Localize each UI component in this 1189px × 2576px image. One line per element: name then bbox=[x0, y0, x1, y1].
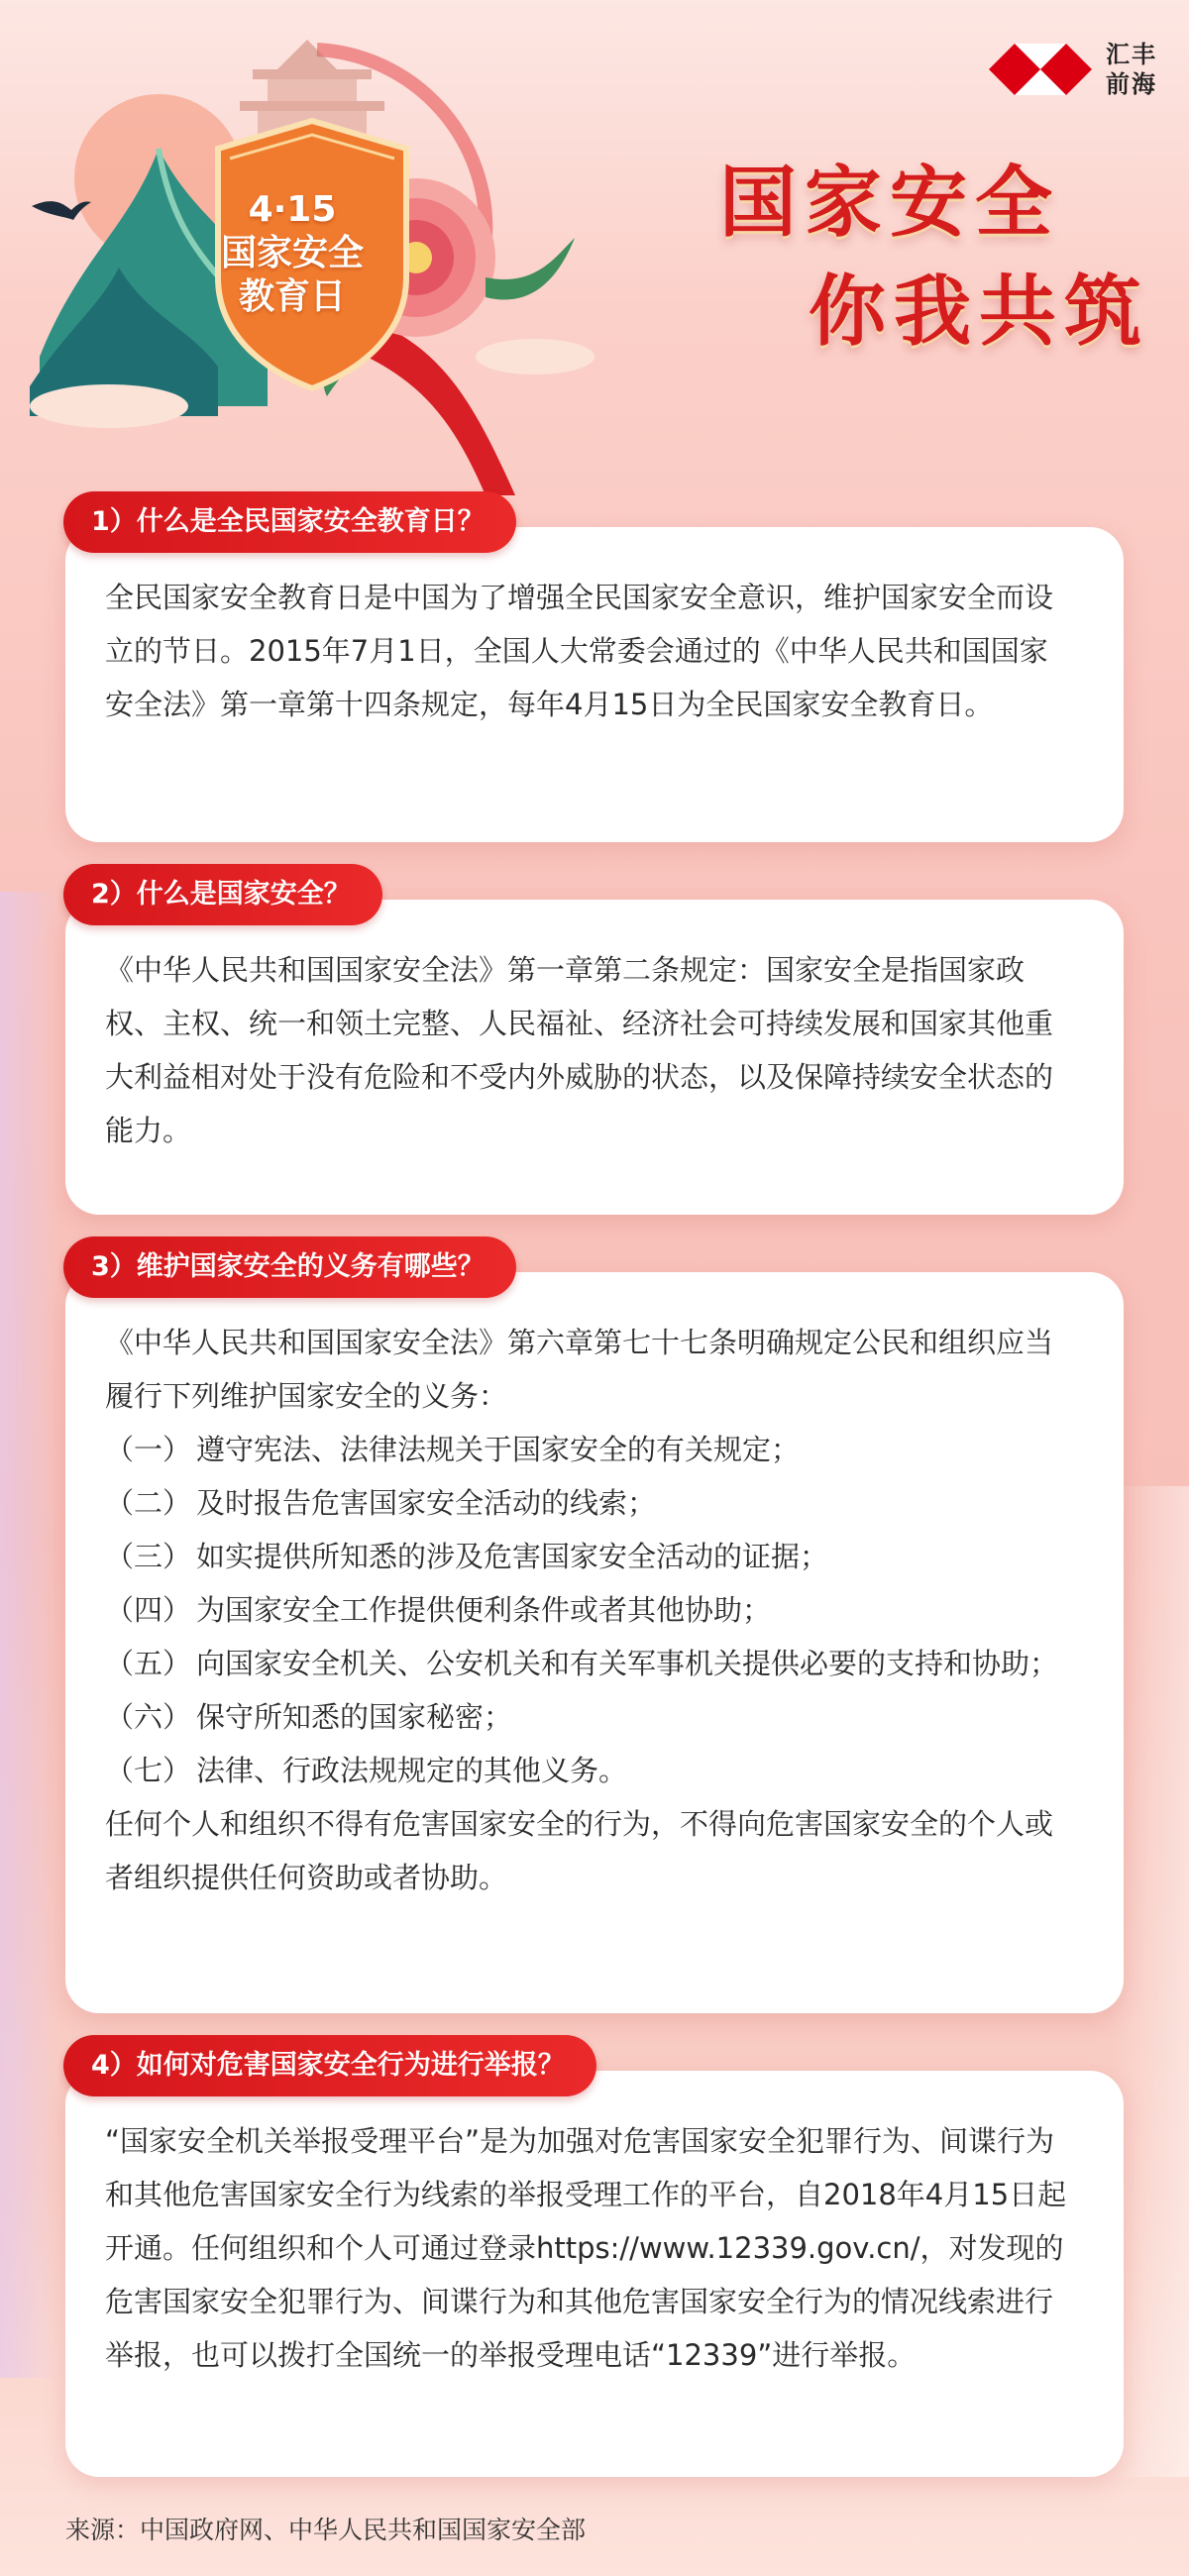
duty-list-item bbox=[105, 1637, 1074, 1690]
background-glow-left bbox=[0, 892, 59, 2378]
duty-number: （三） bbox=[105, 1540, 192, 1573]
hero-banner bbox=[0, 0, 1189, 515]
duty-text: 遵守宪法、法律法规关于国家安全的有关规定； bbox=[196, 1433, 801, 1466]
section-heading-1: 1）什么是全民国家安全教育日？ bbox=[63, 491, 516, 553]
section-paragraph: “国家安全机关举报受理平台”是为加强对危害国家安全犯罪行为、间谍行为和其他危害国家安全行为线索的举报受理工作的平台，自2018年4月15日起开通。任何组织和个人可通过登录https://www.12339.gov.cn/，对发现的危害国家安全犯罪行为、间谍行为和其他危害国家安全行为的情况线索进行举报，也可以拨打全国统一的举报受理电话“12339”进行举报。 bbox=[105, 2124, 1067, 2372]
duty-number: （六） bbox=[105, 1700, 192, 1734]
section-heading-2: 2）什么是国家安全？ bbox=[63, 864, 382, 925]
section-intro: 《中华人民共和国国家安全法》第六章第七十七条明确规定公民和组织应当履行下列维护国家安全的义务： bbox=[105, 1326, 1054, 1413]
duty-number: （二） bbox=[105, 1486, 192, 1520]
source-note: 来源：中国政府网、中华人民共和国国家安全部 bbox=[65, 2516, 587, 2544]
section-body-4 bbox=[65, 2071, 1124, 2382]
section-outro: 任何个人和组织不得有危害国家安全的行为，不得向危害国家安全的个人或者组织提供任何资助或者协助。 bbox=[105, 1807, 1054, 1894]
duty-text: 保守所知悉的国家秘密； bbox=[196, 1700, 513, 1734]
badge-date: 4·15 bbox=[248, 189, 337, 230]
brand-logo bbox=[989, 40, 1157, 99]
duty-number: （一） bbox=[105, 1433, 192, 1466]
section-paragraph: 《中华人民共和国国家安全法》第一章第二条规定：国家安全是指国家政权、主权、统一和领土完整、人民福祉、经济社会可持续发展和国家其他重大利益相对处于没有危险和不受内外威胁的状态，以及保障持续安全状态的能力。 bbox=[105, 953, 1054, 1147]
badge-text bbox=[198, 188, 386, 319]
section-card-1 bbox=[65, 506, 1124, 842]
duty-number: （七） bbox=[105, 1754, 192, 1787]
duty-text: 法律、行政法规规定的其他义务。 bbox=[196, 1754, 628, 1787]
cloud-shape bbox=[30, 384, 188, 428]
duty-text: 如实提供所知悉的涉及危害国家安全活动的证据； bbox=[196, 1540, 829, 1573]
duty-text: 向国家安全机关、公安机关和有关军事机关提供必要的支持和协助； bbox=[196, 1647, 1059, 1680]
page-title bbox=[634, 149, 1149, 367]
section-paragraph: 全民国家安全教育日是中国为了增强全民国家安全意识，维护国家安全而设立的节日。2015年7月1日，全国人大常委会通过的《中华人民共和国国家安全法》第一章第十四条规定，每年4月15日为全民国家安全教育日。 bbox=[105, 581, 1054, 721]
brand-name-line-2: 前海 bbox=[1106, 70, 1157, 98]
title-line-1: 国家安全 bbox=[718, 158, 1060, 248]
section-heading-3: 3）维护国家安全的义务有哪些？ bbox=[63, 1236, 516, 1298]
duty-list-item bbox=[105, 1583, 1074, 1637]
duty-number: （四） bbox=[105, 1593, 192, 1627]
duty-list-item bbox=[105, 1530, 1074, 1583]
duty-list-item bbox=[105, 1423, 1074, 1476]
section-heading-4: 4）如何对危害国家安全行为进行举报？ bbox=[63, 2035, 596, 2096]
badge-line-2: 教育日 bbox=[238, 276, 346, 317]
section-card-3 bbox=[65, 1251, 1124, 2013]
brand-name bbox=[1106, 40, 1157, 99]
title-line-2: 你我共筑 bbox=[808, 267, 1149, 357]
hexagon-logo-icon bbox=[989, 44, 1092, 95]
badge-line-1: 国家安全 bbox=[220, 233, 364, 273]
section-body-3 bbox=[65, 1272, 1124, 1904]
duty-list-item bbox=[105, 1744, 1074, 1797]
section-body-2 bbox=[65, 900, 1124, 1157]
duty-list-item bbox=[105, 1690, 1074, 1744]
section-card-4 bbox=[65, 2050, 1124, 2477]
duty-text: 及时报告危害国家安全活动的线索； bbox=[196, 1486, 657, 1520]
cloud-shape bbox=[476, 339, 594, 375]
duty-list-item bbox=[105, 1476, 1074, 1530]
section-card-2 bbox=[65, 879, 1124, 1215]
duty-number: （五） bbox=[105, 1647, 192, 1680]
duty-text: 为国家安全工作提供便利条件或者其他协助； bbox=[196, 1593, 772, 1627]
brand-name-line-1: 汇丰 bbox=[1106, 41, 1157, 68]
section-body-1 bbox=[65, 527, 1124, 731]
